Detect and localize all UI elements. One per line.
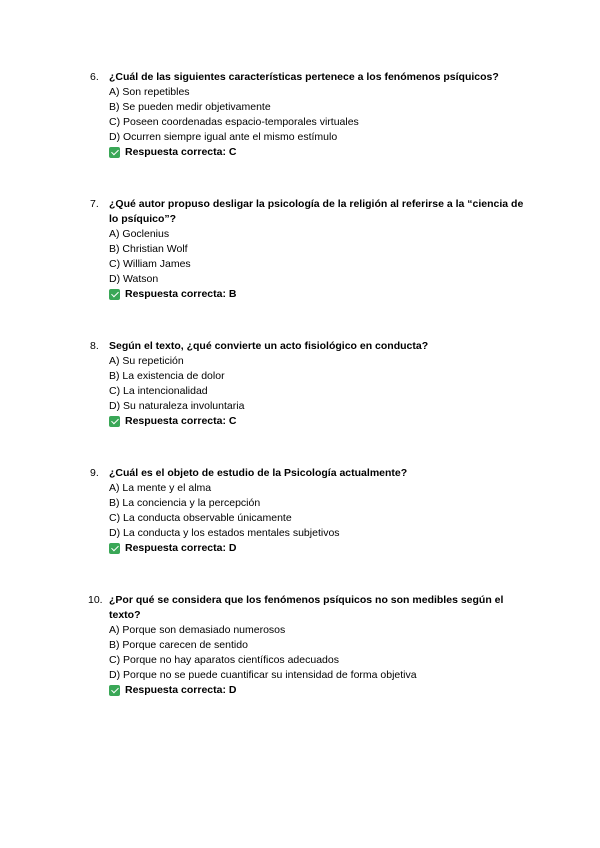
option-d: D) Ocurren siempre igual ante el mismo estímulo <box>109 131 338 143</box>
option-c: C) La conducta observable únicamente <box>109 512 292 524</box>
question-10 <box>0 593 600 698</box>
check-mark-icon <box>109 147 120 158</box>
option-b: B) Se pueden medir objetivamente <box>109 101 271 113</box>
question-number: 8. <box>90 340 99 352</box>
question-header <box>0 70 600 85</box>
correct-answer-text: Respuesta correcta: D <box>125 684 237 696</box>
question-number: 10. <box>88 594 103 606</box>
question-7 <box>0 197 600 302</box>
question-number: 9. <box>90 467 99 479</box>
option-d: D) Porque no se puede cuantificar su intensidad de forma objetiva <box>109 669 417 681</box>
question-header <box>0 339 600 354</box>
question-text: ¿Cuál es el objeto de estudio de la Psicología actualmente? <box>109 467 408 479</box>
correct-answer <box>0 414 600 429</box>
question-8 <box>0 339 600 429</box>
question-header <box>0 197 600 227</box>
check-mark-icon <box>109 543 120 554</box>
option-b: B) La existencia de dolor <box>109 370 225 382</box>
question-text: Según el texto, ¿qué convierte un acto fisiológico en conducta? <box>109 340 429 352</box>
correct-answer <box>0 145 600 160</box>
option-c: C) La intencionalidad <box>109 385 208 397</box>
question-text: ¿Qué autor propuso desligar la psicología de la religión al referirse a la “ciencia de lo psíquico”? <box>109 198 524 225</box>
option-a: A) Porque son demasiado numerosos <box>109 624 286 636</box>
correct-answer-text: Respuesta correcta: C <box>125 146 237 158</box>
question-header <box>0 466 600 481</box>
correct-answer-text: Respuesta correcta: B <box>125 288 237 300</box>
option-b: B) La conciencia y la percepción <box>109 497 261 509</box>
option-a: A) Goclenius <box>109 228 170 240</box>
question-text: ¿Cuál de las siguientes características pertenece a los fenómenos psíquicos? <box>109 71 499 83</box>
check-mark-icon <box>109 416 120 427</box>
option-c: C) Porque no hay aparatos científicos adecuados <box>109 654 339 666</box>
question-header <box>0 593 600 623</box>
option-b: B) Porque carecen de sentido <box>109 639 248 651</box>
option-c: C) William James <box>109 258 191 270</box>
question-9 <box>0 466 600 556</box>
question-6 <box>0 70 600 160</box>
option-d: D) La conducta y los estados mentales subjetivos <box>109 527 340 539</box>
check-mark-icon <box>109 685 120 696</box>
correct-answer <box>0 287 600 302</box>
option-a: A) Su repetición <box>109 355 184 367</box>
check-mark-icon <box>109 289 120 300</box>
correct-answer-text: Respuesta correcta: D <box>125 542 237 554</box>
correct-answer <box>0 683 600 698</box>
option-d: D) Su naturaleza involuntaria <box>109 400 245 412</box>
question-text: ¿Por qué se considera que los fenómenos psíquicos no son medibles según el texto? <box>109 594 504 621</box>
option-d: D) Watson <box>109 273 159 285</box>
option-a: A) La mente y el alma <box>109 482 212 494</box>
option-a: A) Son repetibles <box>109 86 190 98</box>
question-number: 7. <box>90 198 99 210</box>
correct-answer <box>0 541 600 556</box>
correct-answer-text: Respuesta correcta: C <box>125 415 237 427</box>
option-c: C) Poseen coordenadas espacio-temporales virtuales <box>109 116 359 128</box>
question-number: 6. <box>90 71 99 83</box>
option-b: B) Christian Wolf <box>109 243 188 255</box>
